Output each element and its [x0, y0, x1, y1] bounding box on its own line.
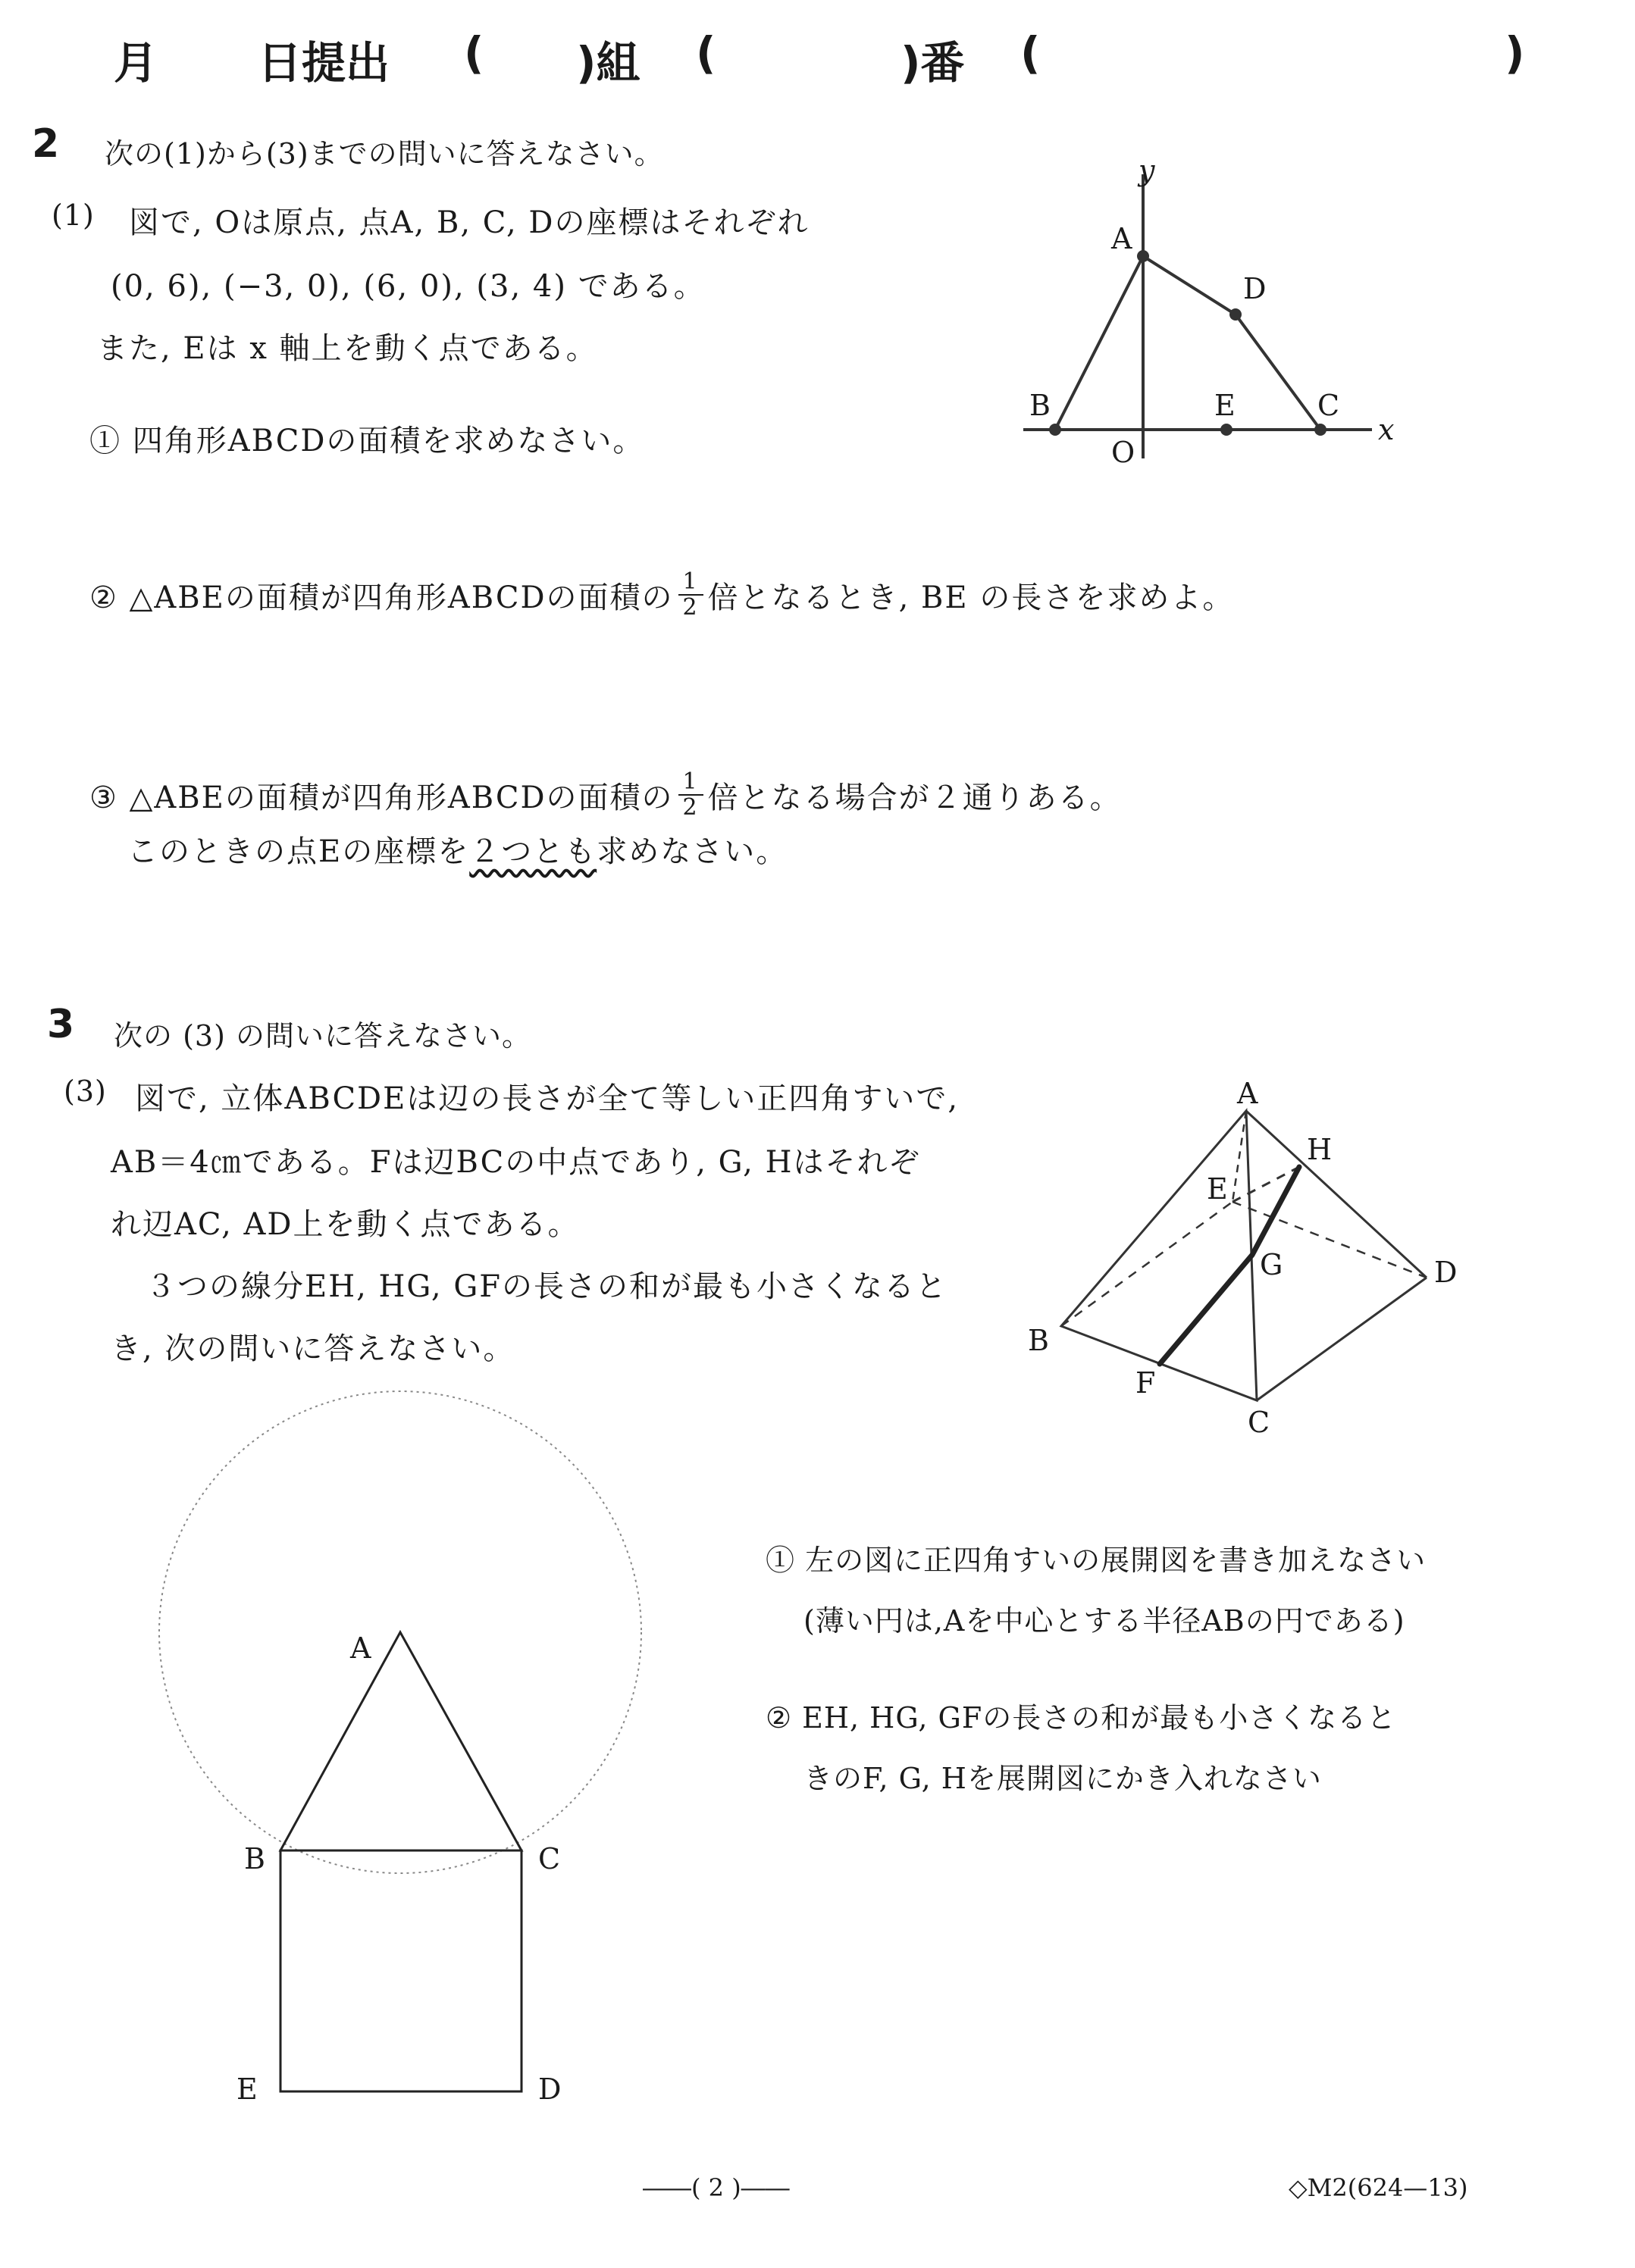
- label-e: E: [1214, 389, 1236, 422]
- document-code: ◇M2(624—13): [1289, 2173, 1468, 2202]
- net-triangle-abc: [280, 1632, 522, 1850]
- q2-sub2-text-b: 倍となるとき, BE の長さを求めよ。: [707, 580, 1235, 615]
- fraction-denominator: 2: [682, 794, 699, 821]
- fraction-denominator: 2: [682, 594, 699, 621]
- q3-sub1-line1: ① 左の図に正四角すいの展開図を書き加えなさい: [766, 1544, 1427, 1577]
- q2-coordinate-graph: [1016, 159, 1410, 477]
- header-paren-open-3: (: [1020, 27, 1041, 79]
- label-h: H: [1307, 1133, 1333, 1166]
- q3-part3-label: (3): [64, 1075, 107, 1108]
- label-c: C: [1248, 1406, 1270, 1439]
- q3-sub1-line2: (薄い円は,Aを中心とする半径ABの円である): [803, 1604, 1405, 1638]
- label-f: F: [1135, 1366, 1156, 1400]
- header-number-label: )番: [901, 37, 965, 89]
- label-y-axis: y: [1139, 159, 1155, 187]
- fraction-numerator: 1: [678, 770, 703, 796]
- point-a: [1137, 250, 1149, 262]
- label-d: D: [1434, 1256, 1458, 1289]
- label-e: E: [1207, 1172, 1228, 1206]
- q2-sub2: [89, 570, 1234, 620]
- header-month: 月: [114, 37, 158, 89]
- label-a: A: [1111, 222, 1132, 255]
- q3-sub2-line1: ② EH, HG, GFの長さの和が最も小さくなると: [766, 1701, 1397, 1735]
- q3-sub2-line2: きのF, G, Hを展開図にかき入れなさい: [803, 1762, 1322, 1795]
- header-class-label: )組: [576, 37, 641, 89]
- q3-line4: ３つの線分EH, HG, GFの長さの和が最も小さくなると: [146, 1269, 948, 1304]
- fraction-numerator: 1: [678, 570, 703, 596]
- q2-part1-line3: また, Eは x 軸上を動く点である。: [97, 331, 598, 366]
- label-d: D: [1243, 272, 1267, 305]
- q2-sub2-text-a: ② △ABEの面積が四角形ABCDの面積の: [89, 580, 674, 615]
- label-origin: O: [1111, 436, 1135, 469]
- label-a: A: [1237, 1077, 1258, 1110]
- q3-line1: 図で, 立体ABCDEは辺の長さが全て等しい正四角すいで,: [135, 1081, 960, 1116]
- net-label-c: C: [538, 1842, 561, 1875]
- label-g: G: [1260, 1248, 1283, 1281]
- point-b: [1049, 424, 1061, 436]
- header-paren-open-2: (: [696, 27, 716, 79]
- q2-part1-line2: (0, 6), (−3, 0), (6, 0), (3, 4) である。: [111, 269, 706, 304]
- q2-sub3-line2-a: このときの点Eの座標を: [127, 834, 470, 869]
- net-label-b: B: [244, 1842, 265, 1875]
- point-c: [1314, 424, 1326, 436]
- header-paren-open-1: (: [464, 27, 484, 79]
- q3-instruction: 次の (3) の問いに答えなさい。: [114, 1019, 531, 1053]
- q3-line3: れ辺AC, AD上を動く点である。: [111, 1207, 580, 1242]
- q2-sub3-line2-b: 求めなさい。: [597, 834, 788, 869]
- point-d: [1229, 308, 1242, 321]
- net-label-d: D: [538, 2072, 562, 2106]
- header-name-close: ): [1505, 27, 1525, 79]
- label-c: C: [1317, 389, 1340, 422]
- q2-part1-line1: 図で, Oは原点, 点A, B, C, Dの座標はそれぞれ: [129, 205, 810, 240]
- net-label-a: A: [350, 1631, 371, 1665]
- net-square-bced: [280, 1850, 522, 2091]
- q2-sub3-text-b: 倍となる場合が２通りある。: [707, 780, 1122, 815]
- q3-pyramid-figure: [1016, 1076, 1471, 1455]
- header-day-submit: 日提出: [258, 37, 390, 89]
- q2-sub3-line2-wavy: ２つとも: [469, 834, 597, 869]
- label-b: B: [1029, 389, 1051, 422]
- quadrilateral-abcd: [1055, 256, 1320, 430]
- q2-sub3-text-a: ③ △ABEの面積が四角形ABCDの面積の: [89, 780, 674, 815]
- q2-number: 2: [32, 121, 60, 167]
- q2-part1-label: (1): [52, 199, 95, 232]
- net-label-e: E: [236, 2072, 258, 2106]
- q2-instruction: 次の(1)から(3)までの問いに答えなさい。: [105, 137, 664, 170]
- page-number: ――( 2 )――: [643, 2173, 790, 2202]
- q3-line5: き, 次の問いに答えなさい。: [111, 1331, 515, 1366]
- label-b: B: [1028, 1324, 1049, 1357]
- q2-sub3-line2: [127, 827, 788, 871]
- q3-line2: AB＝4㎝である。Fは辺BCの中点であり, G, Hはそれぞ: [111, 1145, 921, 1180]
- q2-sub3-fraction: [678, 770, 703, 820]
- q2-sub2-fraction: [678, 570, 703, 620]
- edge-cd: [1257, 1278, 1427, 1400]
- point-e: [1220, 424, 1233, 436]
- q2-sub3: [89, 770, 1122, 820]
- q2-sub1: ① 四角形ABCDの面積を求めなさい。: [89, 424, 645, 458]
- label-x-axis: x: [1378, 413, 1395, 446]
- q3-number: 3: [47, 1002, 75, 1047]
- q3-net-figure: [136, 1379, 682, 2107]
